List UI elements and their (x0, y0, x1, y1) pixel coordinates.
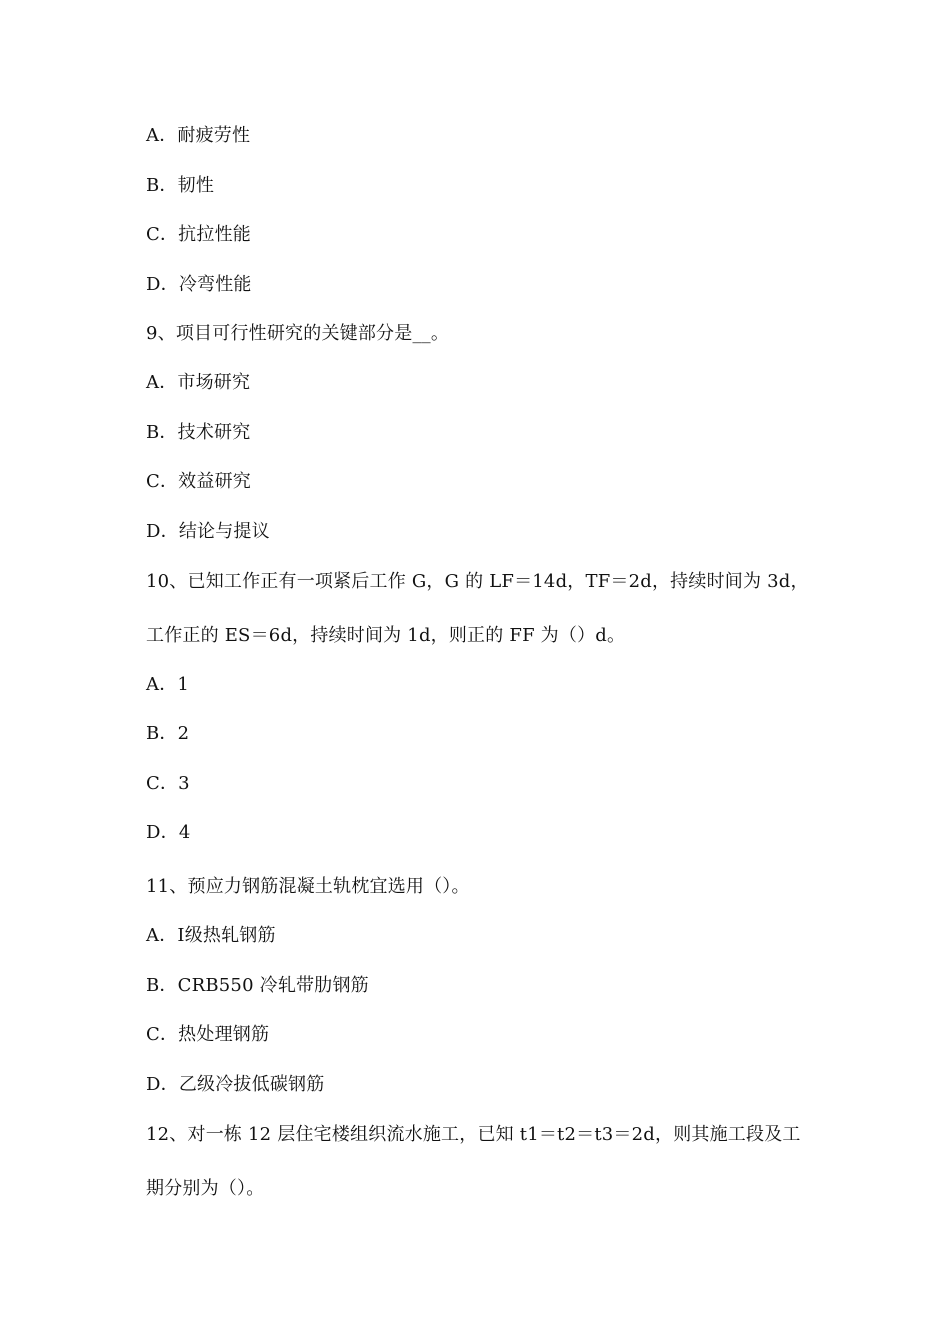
q10-option-c: C．3 (146, 773, 190, 794)
q9-option-d: D．结论与提议 (146, 521, 270, 542)
q10-option-a: A．1 (146, 674, 190, 695)
q9-question: 9、项目可行性研究的关键部分是__。 (146, 323, 450, 344)
q10-option-b: B．2 (146, 723, 190, 744)
q11-option-b: B．CRB550 冷轧带肋钢筋 (146, 975, 369, 996)
q11-option-a: A．Ⅰ级热轧钢筋 (146, 925, 276, 946)
q12-question-line-1: 12、对一栋 12 层住宅楼组织流水施工，已知 t1＝t2＝t3＝2d，则其施工段及工 (146, 1124, 801, 1145)
q10-option-d: D．4 (146, 822, 191, 843)
q8-option-c: C．抗拉性能 (146, 224, 251, 245)
q8-option-b: B．韧性 (146, 175, 215, 196)
q11-option-d: D．乙级冷拔低碳钢筋 (146, 1074, 325, 1095)
q10-question-line-2: 工作正的 ES＝6d，持续时间为 1d，则正的 FF 为（）d。 (146, 625, 626, 646)
q11-question: 11、预应力钢筋混凝土轨枕宜选用（）。 (146, 876, 470, 897)
q9-option-c: C．效益研究 (146, 471, 251, 492)
q11-option-c: C．热处理钢筋 (146, 1024, 270, 1045)
q9-option-a: A．市场研究 (146, 372, 251, 393)
q10-question-line-1: 10、已知工作正有一项紧后工作 G，G 的 LF＝14d，TF＝2d，持续时间为 3d， (146, 571, 809, 592)
q8-option-a: A．耐疲劳性 (146, 125, 251, 146)
q8-option-d: D．冷弯性能 (146, 274, 252, 295)
q12-question-line-2: 期分别为（）。 (146, 1178, 265, 1199)
q9-option-b: B．技术研究 (146, 422, 251, 443)
